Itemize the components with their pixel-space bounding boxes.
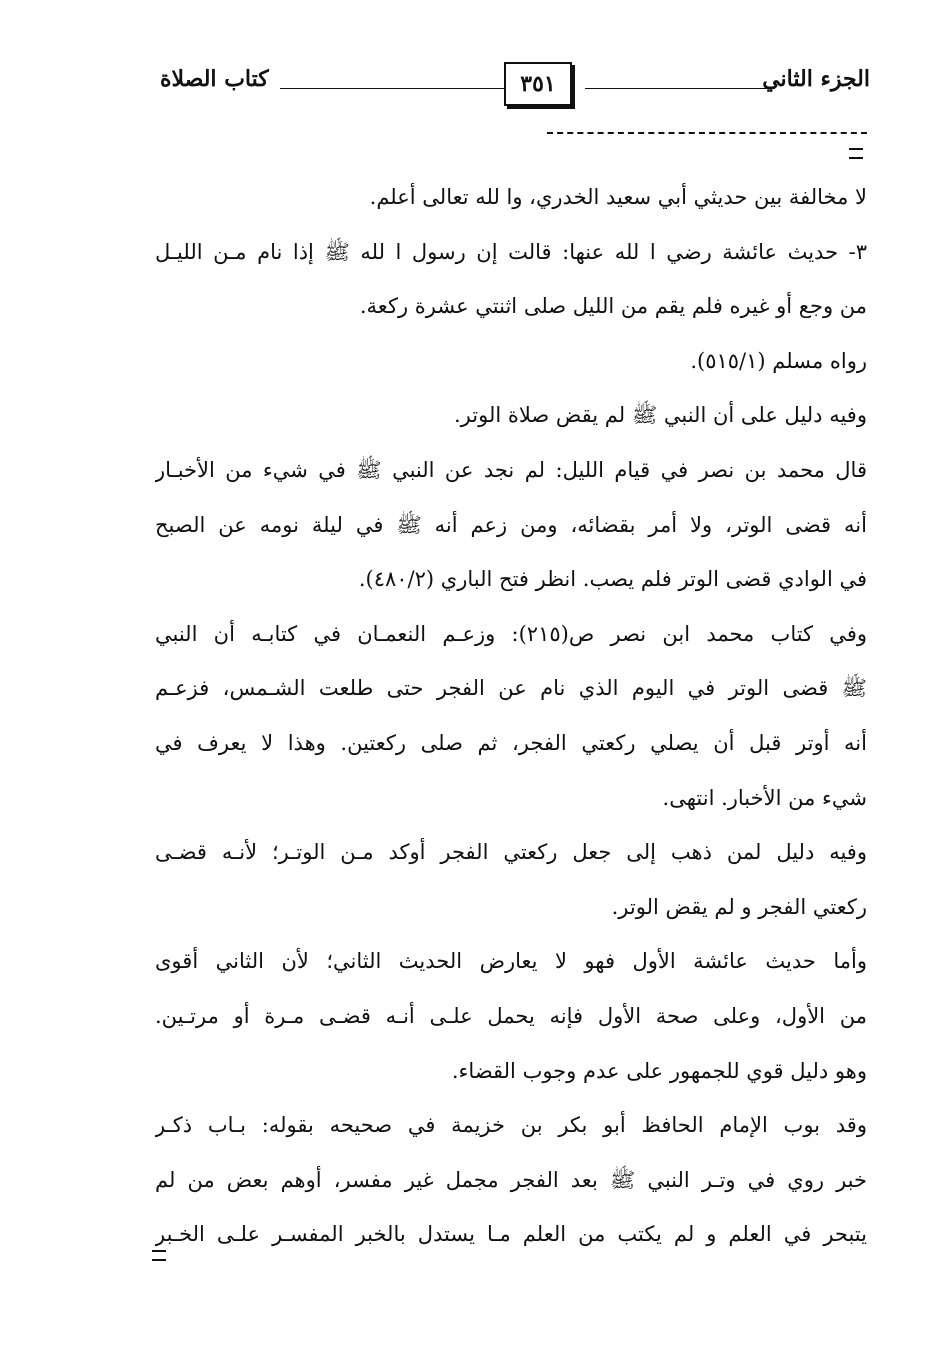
body-text (155, 170, 867, 1262)
body-line: وأما حديث عائشة الأول فهو لا يعارض الحديث الثاني؛ لأن الثاني أقوى (155, 949, 867, 974)
body-line: ٣- حديث عائشة رضي ا لله عنها: قالت إن رسول ا لله ﷺ إذا نام مـن الليـل (155, 239, 867, 264)
body-line: وفيه دليل لمن ذهب إلى جعل ركعتي الفجر أوكد مـن الوتـر؛ لأنـه قضـى (155, 840, 867, 865)
dashed-separator (547, 132, 867, 134)
page-number-box (504, 62, 572, 106)
body-line: شيء من الأخبار. انتهى. (662, 785, 867, 810)
body-line: قال محمد بن نصر في قيام الليل: لم نجد عن النبي ﷺ في شيء من الأخبـار (155, 457, 867, 482)
page-number: ٣٥١ (520, 71, 556, 97)
header-rule-right (585, 88, 775, 89)
page-header (160, 62, 870, 106)
body-line: أنه أوتر قبل أن يصلي ركعتي الفجر، ثم صلى ركعتين. وهذا لا يعرف في (155, 730, 867, 755)
body-line: يتبحر في العلم و لم يكتب من العلم مـا يستدل بالخبر المفسـر علـى الخـبر (155, 1222, 867, 1247)
body-line: وقد بوب الإمام الحافظ أبو بكر بن خزيمة في صحيحه بقوله: بـاب ذكـر (155, 1113, 867, 1138)
body-line: لا مخالفة بين حديثي أبي سعيد الخدري، وا لله تعالى أعلم. (369, 185, 867, 209)
volume-label: الجزء الثاني (762, 66, 870, 92)
body-line: في الوادي قضى الوتر فلم يصب. انظر فتح الباري (٤٨٠/٢). (358, 567, 867, 592)
continuation-mark-top (849, 148, 863, 159)
body-line: من الأول، وعلى صحة الأول فإنه يحمل علـى أنـه قضـى مـرة أو مرتـين. (155, 1003, 867, 1028)
body-line: رواه مسلم (٥١٥/١). (690, 348, 867, 373)
body-line: ﷺ قضى الوتر في اليوم الذي نام عن الفجر حتى طلعت الشـمس، فزعـم (155, 676, 867, 701)
body-line: وفي كتاب محمد ابن نصر ص(٢١٥): وزعـم النعمـان في كتابـه أن النبي (155, 621, 867, 646)
chapter-label: كتاب الصلاة (160, 66, 269, 92)
header-rule-left (280, 88, 505, 89)
body-line: وهو دليل قوي للجمهور على عدم وجوب القضاء. (451, 1058, 867, 1083)
body-line: أنه قضى الوتر، ولا أمر بقضائه، ومن زعم أنه ﷺ في ليلة نومه عن الصبح (155, 512, 867, 537)
continuation-mark-bottom (152, 1250, 166, 1261)
body-line: وفيه دليل على أن النبي ﷺ لم يقض صلاة الوتر. (454, 403, 867, 428)
body-line: خبر روي في وتـر النبي ﷺ بعد الفجر مجمل غير مفسر، أوهم بعض من لم (155, 1167, 867, 1192)
body-line: من وجع أو غيره فلم يقم من الليل صلى اثنتي عشرة ركعة. (359, 294, 867, 319)
body-line: ركعتي الفجر و لم يقض الوتر. (611, 894, 867, 919)
